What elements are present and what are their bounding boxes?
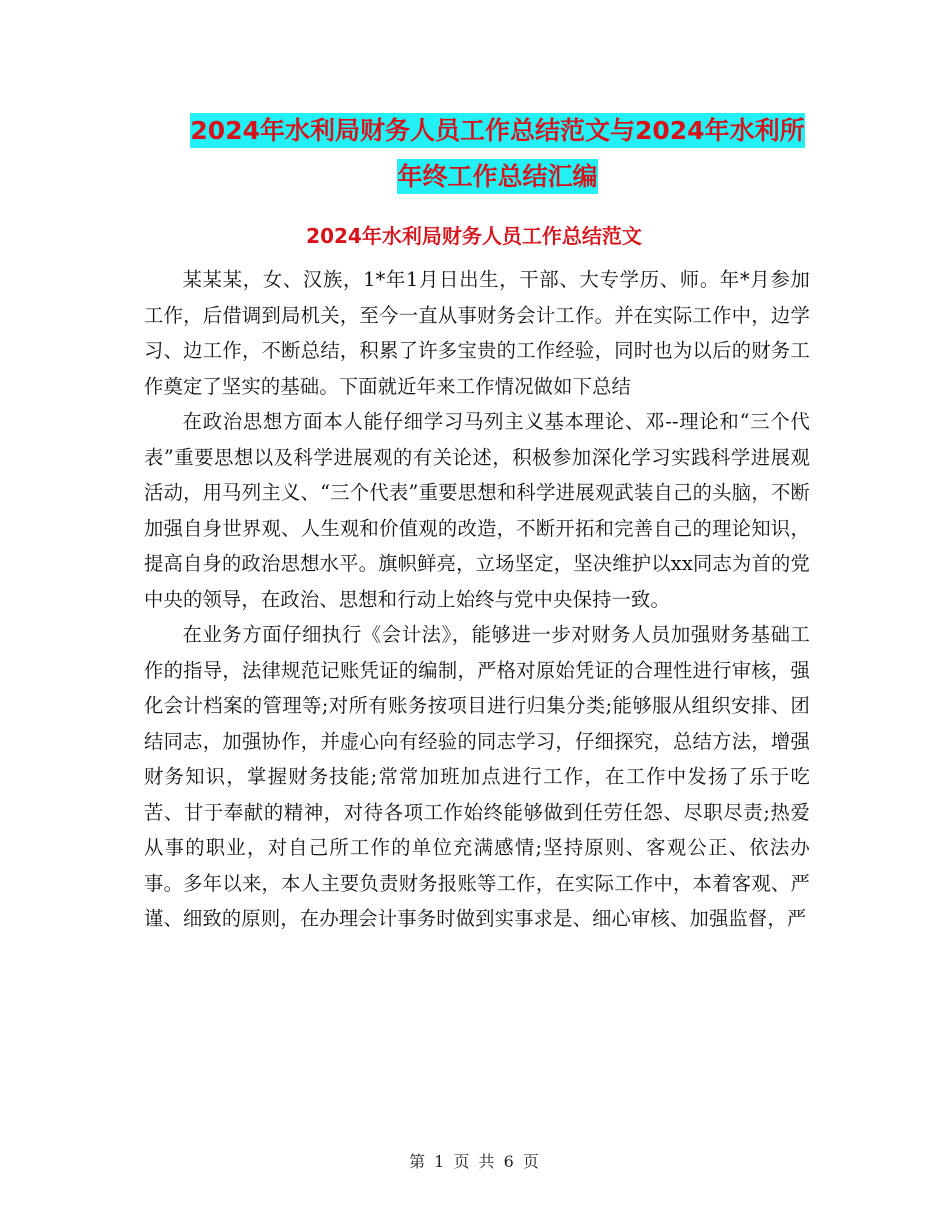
document-body [144,262,810,937]
document-title [140,108,855,200]
document-title-line-2: 年终工作总结汇编 [397,159,597,194]
document-title-line-1: 2024年水利局财务人员工作总结范文与2024年水利所 [190,113,804,148]
section-title: 2024年水利局财务人员工作总结范文 [306,224,642,248]
paragraph-business-work: 在业务方面仔细执行《会计法》，能够进一步对财务人员加强财务基础工作的指导，法律规范记账凭证的编制，严格对原始凭证的合理性进行审核，强化会计档案的管理等;对所有账务按项目进行归集分类;能够服从组织安排、团结同志，加强协作，并虚心向有经验的同志学习，仔细探究，总结方法，增强财务知识，掌握财务技能;常常加班加点进行工作，在工作中发扬了乐于吃苦、甘于奉献的精神，对待各项工作始终能够做到任劳任怨、尽职尽责;热爱从事的职业，对自己所工作的单位充满感情;坚持原则、客观公正、依法办事。多年以来，本人主要负责财务报账等工作，在实际工作中，本着客观、严谨、细致的原则，在办理会计事务时做到实事求是、细心审核、加强监督，严 [144,623,810,930]
paragraph-political-thought: 在政治思想方面本人能仔细学习马列主义基本理论、邓--理论和“三个代表”重要思想以及科学进展观的有关论述，积极参加深化学习实践科学进展观活动，用马列主义、“三个代表”重要思想和科学进展观武装自己的头脑，不断加强自身世界观、人生观和价值观的改造，不断开拓和完善自己的理论知识，提高自身的政治思想水平。旗帜鲜亮，立场坚定，坚决维护以xx同志为首的党中央的领导，在政治、思想和行动上始终与党中央保持一致。 [144,410,810,611]
page-number-footer: 第 1 页 共 6 页 [409,1152,541,1171]
paragraph-intro: 某某某，女、汉族，1*年1月日出生，干部、大专学历、师。年*月参加工作，后借调到局机关，至今一直从事财务会计工作。并在实际工作中，边学习、边工作，不断总结，积累了许多宝贵的工作经验，同时也为以后的财务工作奠定了坚实的基础。下面就近年来工作情况做如下总结 [144,268,810,398]
